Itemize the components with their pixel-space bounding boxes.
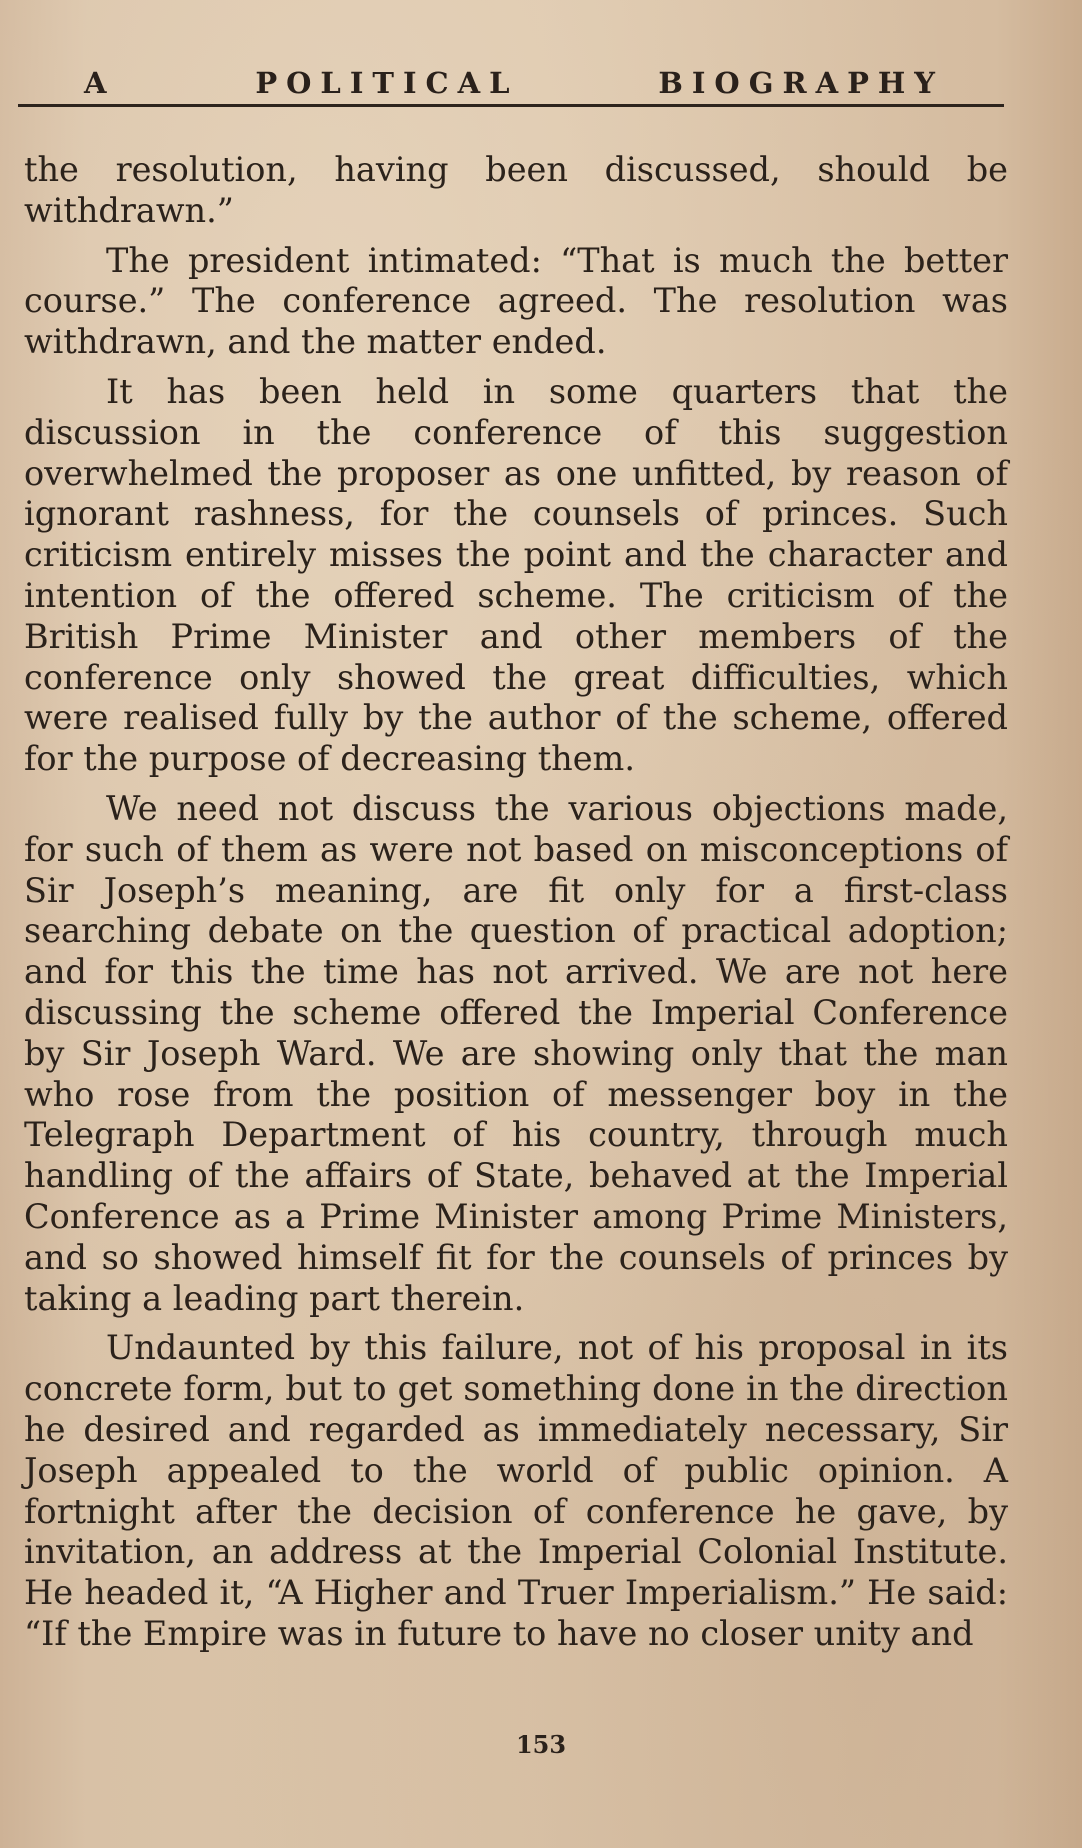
running-head	[28, 56, 1004, 100]
header-rule	[18, 104, 1004, 107]
paragraph-objections: We need not discuss the various objections made, for such of them as were not based on misconceptions of Sir Joseph’s meaning, are fit only for a first-class searching debate on the question of practical adoption; and for this the time has not arrived. We are not here discussing the scheme offered the Imperial Conference by Sir Joseph Ward. We are showing only that the man who rose from the position of messenger boy in the Telegraph Department of his country, through much handling of the affairs of State, behaved at the Imperial Conference as a Prime Minister among Prime Ministers, and so showed himself fit for the counsels of princes by taking a leading part therein.	[24, 788, 1008, 1318]
paragraph-continuation: the resolution, having been discussed, should be withdrawn.”	[24, 150, 1008, 230]
running-head-word-political: POLITICAL	[255, 66, 519, 100]
paragraph-president: The president intimated: “That is much the better course.” The conference agreed. The resolution was withdrawn, and the matter ended.	[24, 240, 1008, 362]
body-text	[24, 150, 1008, 1655]
running-head-word-biography: BIOGRAPHY	[658, 66, 944, 100]
page-number: 153	[515, 1730, 567, 1759]
running-head-word-a: A	[84, 66, 116, 100]
paragraph-undaunted: Undaunted by this failure, not of his proposal in its concrete form, but to get something done in the direction he desired and regarded as immediately necessary, Sir Joseph appealed to the world of public opinion. A fortnight after the decision of conference he gave, by invitation, an address at the Imperial Colonial Institute. He headed it, “A Higher and Truer Imperialism.” He said: “If the Empire was in future to have no closer unity and	[24, 1328, 1008, 1653]
paragraph-criticism: It has been held in some quarters that the discussion in the conference of this suggestion overwhelmed the proposer as one unfitted, by reason of ignorant rashness, for the counsels of princes. Such criticism entirely misses the point and the character and intention of the offered scheme. The criticism of the British Prime Minister and other members of the conference only showed the great difficulties, which were realised fully by the author of the scheme, offered for the purpose of decreasing them.	[24, 371, 1008, 779]
